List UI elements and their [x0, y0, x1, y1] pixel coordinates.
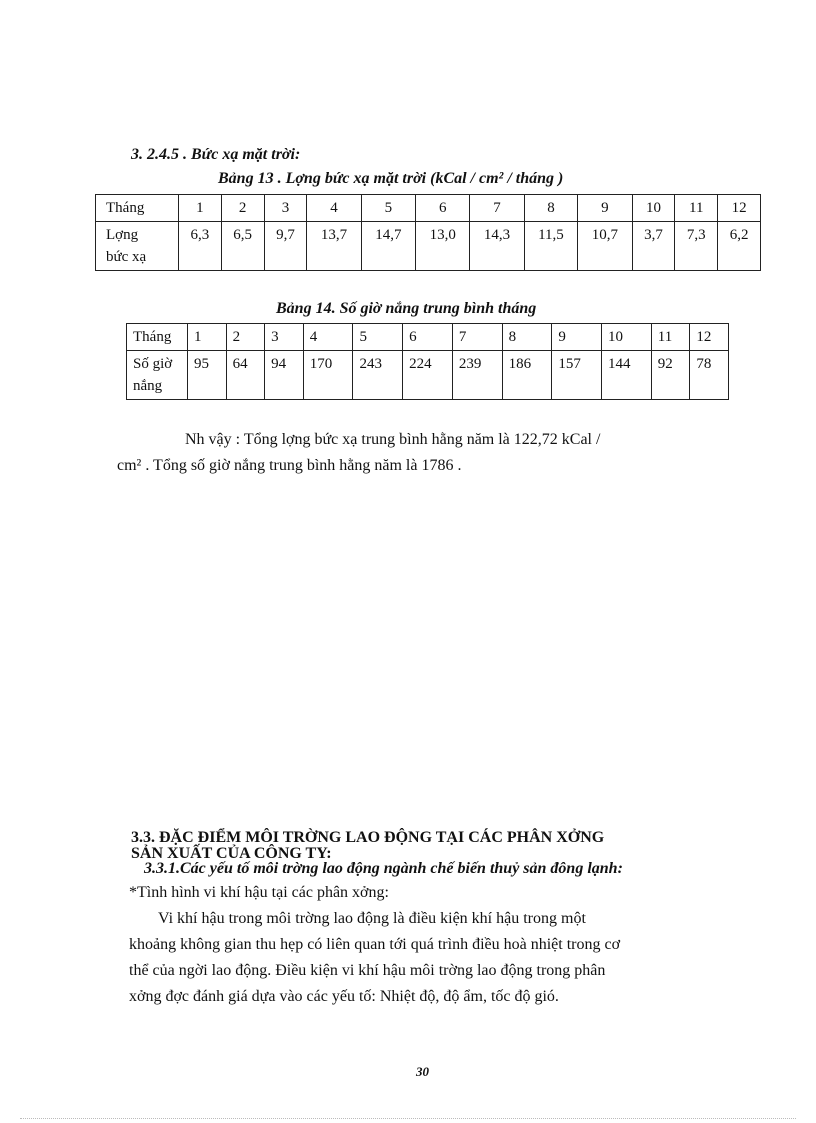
paragraph-line: xởng đợc đánh giá dựa vào các yếu tố: Nhiệt độ, độ ẩm, tốc độ gió.	[129, 988, 559, 1005]
table-13-value: 14,3	[470, 222, 524, 271]
table-14-month: 8	[502, 324, 552, 351]
table-14-value: 239	[452, 351, 502, 400]
table-14-value: 224	[403, 351, 453, 400]
table-14-row-label-line2: nắng	[133, 378, 163, 394]
table-13-value: 3,7	[632, 222, 675, 271]
table-13-value-row	[96, 222, 761, 271]
table-14-value: 170	[303, 351, 353, 400]
table-14-month: 12	[690, 324, 729, 351]
table-13-value: 6,5	[221, 222, 264, 271]
table-14-month: 2	[226, 324, 265, 351]
table-14-month: 11	[651, 324, 690, 351]
section-heading-33-line2: SẢN XUẤT CỦA CÔNG TY:	[131, 845, 332, 862]
table-13-month: 5	[361, 195, 415, 222]
section-heading-3245: 3. 2.4.5 . Bức xạ mặt trời:	[131, 146, 301, 163]
bullet-vi-khi-hau: *Tình hình vi khí hậu tại các phân xởng:	[129, 884, 389, 901]
table-14-header-row	[127, 324, 729, 351]
paragraph-line: Vi khí hậu trong môi trờng lao động là điều kiện khí hậu trong một	[158, 910, 586, 927]
table-14-value: 92	[651, 351, 690, 400]
table-14	[126, 323, 729, 400]
table-13-caption: Bảng 13 . Lợng bức xạ mặt trời (kCal / cm² / tháng )	[218, 170, 564, 187]
summary-line-1: Nh vậy : Tổng lợng bức xạ trung bình hằng năm là 122,72 kCal /	[185, 431, 601, 448]
table-14-value-row	[127, 351, 729, 400]
table-14-value: 64	[226, 351, 265, 400]
table-13-value: 13,0	[416, 222, 470, 271]
sub-heading-331: 3.3.1.Các yếu tố môi trờng lao động ngành chế biến thuỷ sản đông lạnh:	[144, 860, 623, 877]
table-13-month: 4	[307, 195, 361, 222]
table-13-value: 6,3	[179, 222, 222, 271]
table-14-month: 6	[403, 324, 453, 351]
table-13-month: 8	[524, 195, 578, 222]
table-13-header-row	[96, 195, 761, 222]
paragraph-line: khoảng không gian thu hẹp có liên quan tới quá trình điều hoà nhiệt trong cơ	[129, 936, 621, 953]
table-14-month: 4	[303, 324, 353, 351]
table-14-value: 186	[502, 351, 552, 400]
table-14-value: 94	[265, 351, 304, 400]
table-14-month: 5	[353, 324, 403, 351]
table-13-value: 6,2	[718, 222, 761, 271]
table-13-row-label-line1: Lợng	[106, 227, 139, 243]
table-14-header-label: Tháng	[127, 324, 188, 351]
table-13-month: 6	[416, 195, 470, 222]
page-number: 30	[416, 1064, 429, 1079]
table-13-month: 11	[675, 195, 718, 222]
table-14-row-label-line1: Số giờ	[133, 356, 173, 372]
table-13-month: 12	[718, 195, 761, 222]
footer-divider	[20, 1118, 796, 1119]
table-14-month: 3	[265, 324, 304, 351]
table-13-month: 2	[221, 195, 264, 222]
table-14-value: 243	[353, 351, 403, 400]
table-14-month: 10	[602, 324, 652, 351]
table-13-month: 1	[179, 195, 222, 222]
table-14-caption: Bảng 14. Số giờ nắng trung bình tháng	[276, 300, 537, 317]
table-13-month: 3	[264, 195, 307, 222]
table-14-value: 157	[552, 351, 602, 400]
table-13-value: 13,7	[307, 222, 361, 271]
table-14-value: 78	[690, 351, 729, 400]
table-13-row-label	[96, 222, 179, 271]
table-14-month: 1	[188, 324, 227, 351]
table-14-row-label	[127, 351, 188, 400]
table-13-value: 7,3	[675, 222, 718, 271]
table-13-row-label-line2: bức xạ	[106, 249, 147, 265]
table-13-header-label: Tháng	[96, 195, 179, 222]
table-13-value: 10,7	[578, 222, 632, 271]
table-14-value: 95	[188, 351, 227, 400]
table-13-month: 7	[470, 195, 524, 222]
paragraph-line: thể của ngời lao động. Điều kiện vi khí hậu môi trờng lao động trong phân	[129, 962, 606, 979]
table-13-month: 9	[578, 195, 632, 222]
table-13-value: 14,7	[361, 222, 415, 271]
section-heading-33-line1: 3.3. ĐẶC ĐIỂM MÔI TRỜNG LAO ĐỘNG TẠI CÁC PHÂN XỞNG	[131, 829, 605, 846]
table-14-month: 9	[552, 324, 602, 351]
table-14-value: 144	[602, 351, 652, 400]
table-13	[95, 194, 761, 271]
summary-line-2: cm² . Tổng số giờ nắng trung bình hằng năm là 1786 .	[117, 457, 462, 474]
table-13-month: 10	[632, 195, 675, 222]
table-14-month: 7	[452, 324, 502, 351]
table-13-value: 11,5	[524, 222, 578, 271]
table-13-value: 9,7	[264, 222, 307, 271]
